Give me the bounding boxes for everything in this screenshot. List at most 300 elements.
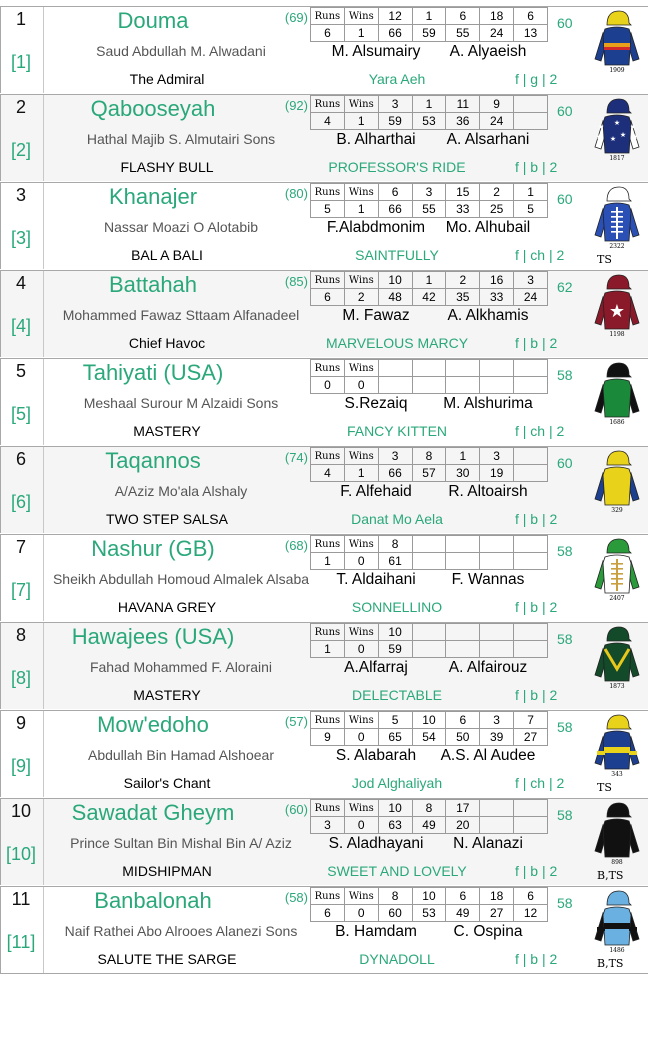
stats-cell: 1 <box>344 465 378 482</box>
stats-cell: 12 <box>378 8 412 25</box>
horse-name[interactable]: Hawajees (USA) <box>71 624 235 649</box>
stats-cell <box>514 465 548 482</box>
jockey-name[interactable]: S.Rezaiq <box>344 395 408 412</box>
svg-text:1686: 1686 <box>609 419 625 426</box>
second-jockey-name[interactable]: A.S. Al Audee <box>440 747 536 764</box>
stats-cell: 33 <box>446 201 480 218</box>
stats-cell <box>412 641 446 658</box>
sire-name: Yara Aeh <box>368 71 426 87</box>
runner-number: 3 <box>15 185 26 205</box>
trainer-name: BAL A BALI <box>131 247 203 263</box>
second-jockey-name[interactable]: F. Wannas <box>451 571 525 588</box>
stats-cell: 17 <box>446 800 480 817</box>
weight: 58 <box>557 367 573 383</box>
stats-cell: 42 <box>412 289 446 306</box>
stats-cell: 6 <box>446 8 480 25</box>
jockey-silks-icon <box>593 537 641 603</box>
jockey-silks-icon <box>593 185 641 251</box>
stats-cell: 59 <box>378 641 412 658</box>
stats-cell <box>514 360 548 377</box>
stats-cell <box>514 448 548 465</box>
trainer-name: MASTERY <box>133 423 201 439</box>
sire-name: SONNELLINO <box>351 599 443 615</box>
form-stats-table <box>310 447 548 482</box>
draw-number: [11] <box>6 932 36 952</box>
stats-cell: Wins <box>344 712 378 729</box>
trainer-name: Sailor's Chant <box>123 775 211 791</box>
stats-cell: 6 <box>311 25 345 42</box>
stats-cell: 2 <box>480 184 514 201</box>
horse-rating: (58) <box>284 890 308 905</box>
silks-code: B,TS <box>597 957 624 970</box>
stats-cell: 5 <box>311 201 345 218</box>
stats-cell: 55 <box>412 201 446 218</box>
svg-text:★: ★ <box>619 132 627 139</box>
sire-name: MARVELOUS MARCY <box>325 335 469 351</box>
horse-rating: (68) <box>284 538 308 553</box>
stats-cell: 25 <box>480 201 514 218</box>
jockey-name[interactable]: B. Hamdam <box>335 923 417 940</box>
jockey-name[interactable]: T. Aldaihani <box>336 571 416 588</box>
trainer-name: SALUTE THE SARGE <box>97 951 237 967</box>
draw-number: [8] <box>10 668 31 688</box>
form-stats-table <box>310 711 548 746</box>
jockey-name[interactable]: B. Alharthai <box>336 131 416 148</box>
second-jockey-name[interactable]: M. Alshurima <box>443 395 533 412</box>
form-stats-table <box>310 271 548 306</box>
weight: 58 <box>557 543 573 559</box>
gear-info: f | b | 2 <box>515 951 558 967</box>
stats-cell: 10 <box>412 888 446 905</box>
runner-row <box>0 6 648 93</box>
runner-number: 8 <box>15 625 26 645</box>
owner-name: Prince Sultan Bin Mishal Bin A/ Aziz <box>70 835 292 851</box>
stats-cell <box>514 553 548 570</box>
stats-cell: 24 <box>480 113 514 130</box>
jockey-name[interactable]: F.Alabdmonim <box>326 219 426 236</box>
stats-cell <box>480 377 514 394</box>
second-jockey-name[interactable]: A. Alfairouz <box>448 659 528 676</box>
stats-cell <box>446 641 480 658</box>
gear-info: f | ch | 2 <box>515 247 565 263</box>
horse-rating: (74) <box>284 450 308 465</box>
stats-cell: 5 <box>378 712 412 729</box>
stats-cell: 54 <box>412 729 446 746</box>
svg-text:343: 343 <box>611 771 623 778</box>
draw-number: [3] <box>10 228 31 248</box>
owner-name: Hathal Majib S. Almutairi Sons <box>86 131 276 147</box>
stats-cell: 50 <box>446 729 480 746</box>
horse-name[interactable]: Taqannos <box>105 448 201 473</box>
weight: 62 <box>557 279 573 295</box>
stats-cell: 6 <box>378 184 412 201</box>
jockey-silks-icon <box>593 97 641 163</box>
stats-cell: 61 <box>378 553 412 570</box>
jockey-name[interactable]: S. Alabarah <box>335 747 417 764</box>
runner-row <box>0 710 648 797</box>
stats-cell: 12 <box>514 905 548 922</box>
trainer-name: FLASHY BULL <box>120 159 214 175</box>
jockey-silks-icon <box>593 273 641 339</box>
second-jockey-name[interactable]: A. Alsarhani <box>446 131 530 148</box>
stats-cell: 35 <box>446 289 480 306</box>
stats-cell <box>412 624 446 641</box>
horse-rating: (80) <box>284 186 308 201</box>
runner-row <box>0 534 648 621</box>
form-stats-table <box>310 183 548 218</box>
horse-rating: (57) <box>284 714 308 729</box>
runner-row <box>0 446 648 533</box>
stats-cell <box>446 377 480 394</box>
stats-cell: 15 <box>446 184 480 201</box>
draw-number: [2] <box>10 140 31 160</box>
runner-number: 11 <box>11 889 31 909</box>
draw-number: [4] <box>10 316 31 336</box>
stats-cell: Wins <box>344 8 378 25</box>
stats-cell: 49 <box>446 905 480 922</box>
stats-cell: 53 <box>412 905 446 922</box>
stats-cell <box>446 536 480 553</box>
runner-number: 5 <box>15 361 26 381</box>
horse-name[interactable]: Nashur (GB) <box>91 536 215 561</box>
stats-cell: 33 <box>480 289 514 306</box>
svg-text:1486: 1486 <box>609 947 625 954</box>
stats-cell: 66 <box>378 25 412 42</box>
stats-cell: 3 <box>514 272 548 289</box>
stats-cell: Wins <box>344 800 378 817</box>
stats-cell: 1 <box>344 113 378 130</box>
svg-text:★: ★ <box>631 134 639 141</box>
stats-cell: 1 <box>311 641 345 658</box>
gear-info: f | b | 2 <box>515 599 558 615</box>
draw-number: [10] <box>5 844 37 864</box>
stats-cell: 3 <box>311 817 345 834</box>
jockey-name[interactable]: F. Alfehaid <box>340 483 412 500</box>
owner-name: Abdullah Bin Hamad Alshoear <box>87 747 274 763</box>
jockey-silks-icon <box>593 625 641 691</box>
form-stats-table <box>310 799 548 834</box>
stats-cell <box>480 641 514 658</box>
column-divider <box>43 7 44 93</box>
runner-row <box>0 94 648 181</box>
stats-cell: 3 <box>480 448 514 465</box>
stats-cell <box>446 624 480 641</box>
stats-cell: 4 <box>311 113 345 130</box>
runner-number: 9 <box>15 713 26 733</box>
stats-cell <box>514 624 548 641</box>
horse-name[interactable]: Qabooseyah <box>90 96 216 121</box>
silks-code: TS <box>597 781 612 794</box>
stats-cell: 0 <box>344 729 378 746</box>
jockey-name[interactable]: A.Alfarraj <box>344 659 408 676</box>
stats-cell: 24 <box>480 25 514 42</box>
horse-name[interactable]: Banbalonah <box>94 888 212 913</box>
horse-rating: (60) <box>284 802 308 817</box>
horse-name[interactable]: Douma <box>117 8 189 33</box>
jockey-name[interactable]: M. Fawaz <box>342 307 410 324</box>
weight: 60 <box>557 191 573 207</box>
runner-number: 10 <box>10 801 32 821</box>
stats-cell: Runs <box>311 624 345 641</box>
column-divider <box>43 447 44 533</box>
stats-cell: 19 <box>480 465 514 482</box>
gear-info: f | b | 2 <box>515 687 558 703</box>
svg-text:★: ★ <box>629 124 637 131</box>
stats-cell: Wins <box>344 272 378 289</box>
stats-cell: 20 <box>446 817 480 834</box>
owner-name: A/Aziz Mo'ala Alshaly <box>114 483 248 499</box>
stats-cell: 55 <box>446 25 480 42</box>
stats-cell: Runs <box>311 712 345 729</box>
runner-row <box>0 886 648 974</box>
stats-cell <box>412 553 446 570</box>
stats-cell: Wins <box>344 448 378 465</box>
sire-name: PROFESSOR'S RIDE <box>328 159 466 175</box>
gear-info: f | b | 2 <box>515 335 558 351</box>
gear-info: f | g | 2 <box>515 71 558 87</box>
svg-text:★: ★ <box>608 301 626 321</box>
stats-cell: 66 <box>378 201 412 218</box>
stats-cell: 9 <box>311 729 345 746</box>
stats-cell <box>514 800 548 817</box>
stats-cell: 24 <box>514 289 548 306</box>
runner-row <box>0 358 648 445</box>
horse-name[interactable]: Khanajer <box>108 184 198 209</box>
stats-cell: 1 <box>412 272 446 289</box>
trainer-name: The Admiral <box>129 71 205 87</box>
stats-cell: 10 <box>378 624 412 641</box>
form-stats-table <box>310 535 548 570</box>
horse-rating: (92) <box>284 98 308 113</box>
stats-cell <box>480 800 514 817</box>
second-jockey-name[interactable]: A. Alyaeish <box>449 43 527 60</box>
runner-row <box>0 622 648 709</box>
stats-cell: 10 <box>412 712 446 729</box>
stats-cell <box>514 641 548 658</box>
stats-cell: 4 <box>311 465 345 482</box>
gear-info: f | b | 2 <box>515 863 558 879</box>
jockey-silks-icon <box>593 889 641 955</box>
stats-cell <box>378 360 412 377</box>
stats-cell: 6 <box>514 888 548 905</box>
runner-number: 2 <box>15 97 26 117</box>
stats-cell: 66 <box>378 465 412 482</box>
stats-cell <box>378 377 412 394</box>
stats-cell: Runs <box>311 272 345 289</box>
stats-cell: 10 <box>378 800 412 817</box>
gear-info: f | ch | 2 <box>515 423 565 439</box>
trainer-name: Chief Havoc <box>128 335 206 351</box>
stats-cell <box>412 377 446 394</box>
stats-cell <box>412 536 446 553</box>
stats-cell <box>480 817 514 834</box>
stats-cell <box>514 377 548 394</box>
horse-name[interactable]: Mow'edoho <box>97 712 209 737</box>
owner-name: Fahad Mohammed F. Aloraini <box>89 659 273 675</box>
jockey-silks-icon <box>593 361 641 427</box>
runner-number: 4 <box>15 273 26 293</box>
stats-cell: 0 <box>344 553 378 570</box>
stats-cell: 9 <box>480 96 514 113</box>
stats-cell: Runs <box>311 360 345 377</box>
draw-number: [6] <box>10 492 31 512</box>
sire-name: DYNADOLL <box>359 951 435 967</box>
stats-cell: 8 <box>412 800 446 817</box>
gear-info: f | b | 2 <box>515 511 558 527</box>
horse-rating: (69) <box>284 10 308 25</box>
stats-cell: 53 <box>412 113 446 130</box>
jockey-name[interactable]: S. Aladhayani <box>328 835 424 852</box>
jockey-silks-icon <box>593 713 641 779</box>
stats-cell: 59 <box>412 25 446 42</box>
second-jockey-name[interactable]: C. Ospina <box>453 923 523 940</box>
trainer-name: TWO STEP SALSA <box>106 511 228 527</box>
stats-cell: Runs <box>311 96 345 113</box>
stats-cell: 48 <box>378 289 412 306</box>
runner-number: 1 <box>15 9 26 29</box>
stats-cell: 13 <box>514 25 548 42</box>
stats-cell: 16 <box>480 272 514 289</box>
stats-cell: Wins <box>344 96 378 113</box>
sire-name: DELECTABLE <box>352 687 442 703</box>
runner-number: 6 <box>15 449 26 469</box>
stats-cell <box>514 536 548 553</box>
svg-text:★: ★ <box>613 120 621 127</box>
sire-name: Jod Alghaliyah <box>351 775 443 791</box>
column-divider <box>43 799 44 885</box>
stats-cell: 2 <box>344 289 378 306</box>
runner-row <box>0 270 648 357</box>
second-jockey-name[interactable]: A. Alkhamis <box>447 307 529 324</box>
stats-cell: 6 <box>514 8 548 25</box>
stats-cell: 0 <box>311 377 345 394</box>
gear-info: f | ch | 2 <box>515 775 565 791</box>
column-divider <box>43 271 44 357</box>
stats-cell: Wins <box>344 624 378 641</box>
sire-name: SWEET AND LOVELY <box>327 863 467 879</box>
jockey-silks-icon <box>593 9 641 75</box>
owner-name: Mohammed Fawaz Sttaam Alfanadeel <box>62 307 300 323</box>
stats-cell <box>446 360 480 377</box>
stats-cell: 6 <box>446 712 480 729</box>
second-jockey-name[interactable]: N. Alanazi <box>453 835 523 852</box>
column-divider <box>43 711 44 797</box>
stats-cell: 0 <box>344 377 378 394</box>
horse-name[interactable]: Tahiyati (USA) <box>82 360 224 385</box>
horse-name[interactable]: Sawadat Gheym <box>71 800 235 825</box>
owner-name: Meshaal Surour M Alzaidi Sons <box>83 395 279 411</box>
stats-cell: 3 <box>480 712 514 729</box>
jockey-silks-icon <box>593 449 641 515</box>
second-jockey-name[interactable]: Mo. Alhubail <box>445 219 531 236</box>
stats-cell: 36 <box>446 113 480 130</box>
silks-code: B,TS <box>597 869 624 882</box>
stats-cell: Runs <box>311 536 345 553</box>
stats-cell: Runs <box>311 888 345 905</box>
silks-code: TS <box>597 253 612 266</box>
second-jockey-name[interactable]: R. Altoairsh <box>448 483 528 500</box>
svg-text:★: ★ <box>595 134 603 141</box>
stats-cell: Runs <box>311 8 345 25</box>
stats-cell: 3 <box>378 448 412 465</box>
column-divider <box>43 183 44 269</box>
column-divider <box>43 623 44 709</box>
stats-cell: 18 <box>480 888 514 905</box>
column-divider <box>43 535 44 621</box>
stats-cell: 49 <box>412 817 446 834</box>
stats-cell: 6 <box>311 905 345 922</box>
weight: 58 <box>557 807 573 823</box>
stats-cell: Wins <box>344 360 378 377</box>
owner-name: Saud Abdullah M. Alwadani <box>96 43 266 59</box>
runner-number: 7 <box>15 537 26 557</box>
stats-cell: 65 <box>378 729 412 746</box>
sire-name: SAINTFULLY <box>355 247 439 263</box>
weight: 60 <box>557 455 573 471</box>
column-divider <box>43 887 44 973</box>
owner-name: Naif Rathei Abo Alrooes Alanezi Sons <box>64 923 298 939</box>
horse-rating: (85) <box>284 274 308 289</box>
stats-cell: 0 <box>344 641 378 658</box>
stats-cell <box>480 624 514 641</box>
stats-cell: 7 <box>514 712 548 729</box>
form-stats-table <box>310 7 548 42</box>
owner-name: Nassar Moazi O Alotabib <box>103 219 259 235</box>
stats-cell: 8 <box>412 448 446 465</box>
stats-cell: Runs <box>311 184 345 201</box>
stats-cell: 59 <box>378 113 412 130</box>
svg-text:1873: 1873 <box>609 683 625 690</box>
trainer-name: MIDSHIPMAN <box>122 863 212 879</box>
stats-cell: 10 <box>378 272 412 289</box>
jockey-silks-icon <box>593 801 641 867</box>
stats-cell: 18 <box>480 8 514 25</box>
stats-cell <box>412 360 446 377</box>
form-stats-table <box>310 359 548 394</box>
stats-cell: Runs <box>311 448 345 465</box>
stats-cell: 30 <box>446 465 480 482</box>
stats-cell: 1 <box>446 448 480 465</box>
horse-name[interactable]: Battahah <box>108 272 198 297</box>
stats-cell: 1 <box>311 553 345 570</box>
column-divider <box>43 359 44 445</box>
stats-cell: 1 <box>514 184 548 201</box>
stats-cell <box>514 817 548 834</box>
stats-cell: Wins <box>344 536 378 553</box>
stats-cell: 2 <box>446 272 480 289</box>
sire-name: Danat Mo Aela <box>351 511 443 527</box>
stats-cell: 3 <box>378 96 412 113</box>
stats-cell: 63 <box>378 817 412 834</box>
stats-cell: 0 <box>344 817 378 834</box>
svg-text:2322: 2322 <box>609 243 625 250</box>
stats-cell: 27 <box>514 729 548 746</box>
stats-cell: 60 <box>378 905 412 922</box>
stats-cell: Runs <box>311 800 345 817</box>
draw-number: [5] <box>10 404 31 424</box>
stats-cell: 39 <box>480 729 514 746</box>
weight: 58 <box>557 719 573 735</box>
stats-cell <box>446 553 480 570</box>
form-stats-table <box>310 887 548 922</box>
stats-cell: 8 <box>378 888 412 905</box>
stats-cell: 8 <box>378 536 412 553</box>
jockey-name[interactable]: M. Alsumairy <box>331 43 421 60</box>
draw-number: [1] <box>10 52 31 72</box>
stats-cell <box>514 96 548 113</box>
stats-cell: 57 <box>412 465 446 482</box>
stats-cell: 5 <box>514 201 548 218</box>
